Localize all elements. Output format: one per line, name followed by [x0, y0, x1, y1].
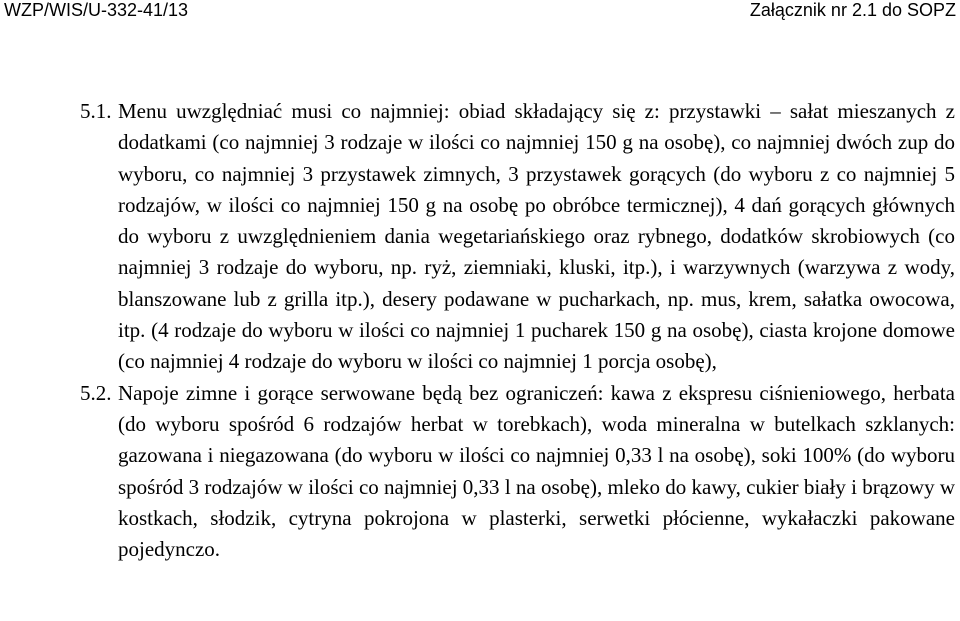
section-number: 5.2.: [80, 380, 112, 405]
page-header: [0, 0, 960, 26]
section-text: Menu uwzględniać musi co najmniej: obiad składający się z: przystawki – sałat mieszanych z dodatkami (co najmniej 3 rodzaje w ilości co najmniej 150 g na osobę), co najmniej dwóch zup do wyboru, co najmniej 3 przystawek zimnych, 3 przystawek gorących (do wyboru z co najmniej 5 rodzajów, w ilości co najmniej 150 g na osobę po obróbce termicznej), 4 dań gorących głównych do wyboru z uwzględnieniem dania wegetariańskiego oraz rybnego, dodatków skrobiowych (co najmniej 3 rodzaje do wyboru, np. ryż, ziemniaki, kluski, itp.), i warzywnych (warzywa z wody, blanszowane lub z grilla itp.), desery podawane w pucharkach, np. mus, krem, sałatka owocowa, itp. (4 rodzaje do wyboru w ilości co najmniej 1 pucharek 150 g na osobę), ciasta krojone domowe (co najmniej 4 rodzaje do wyboru w ilości co najmniej 1 porcja osobę),: [118, 99, 955, 374]
attachment-label: Załącznik nr 2.1 do SOPZ: [749, 0, 956, 20]
section-number: 5.1.: [80, 99, 112, 123]
section-5-2: [80, 378, 955, 566]
section-text: Napoje zimne i gorące serwowane będą bez ograniczeń: kawa z ekspresu ciśnieniowego, herbata (do wyboru spośród 6 rodzajów herbat w torebkach), woda mineralna w butelkach szklanych: gazowana i niegazowana (do wyboru w ilości co najmniej 0,33 l na osobę), soki 100% (do wyboru spośród 3 rodzajów w ilości co najmniej 0,33 l na osobę), mleko do kawy, cukier biały i brązowy w kostkach, słodzik, cytryna pokrojona w plasterki, serwetki płócienne, wykałaczki pakowane pojedynczo.: [118, 380, 955, 562]
section-5-1: [80, 96, 955, 378]
document-reference-number: WZP/WIS/U-332-41/13: [4, 0, 189, 20]
document-body: [80, 96, 955, 565]
